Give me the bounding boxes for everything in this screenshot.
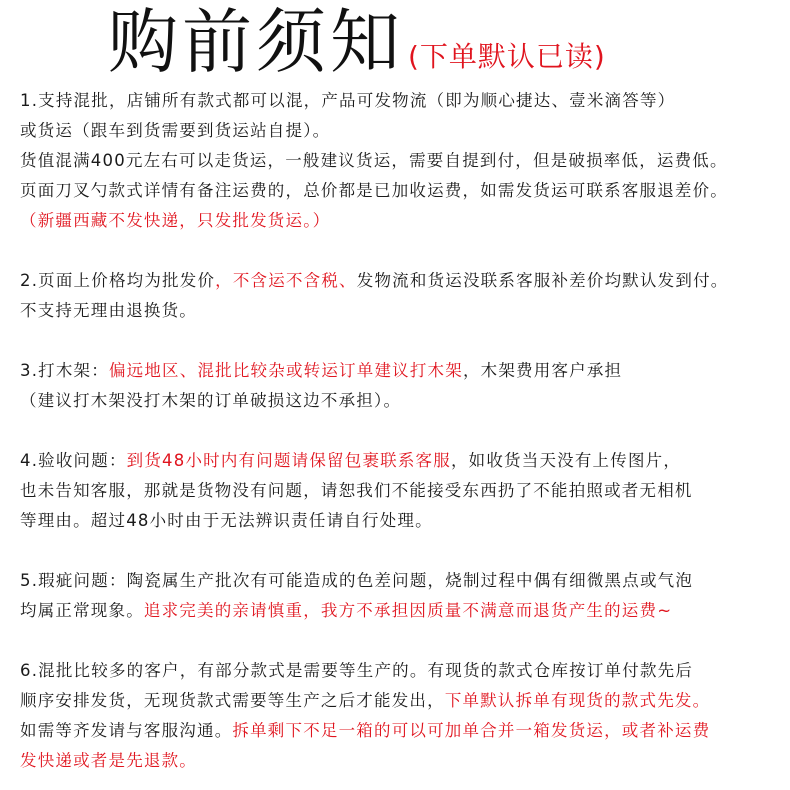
- body-text: 2.页面上价格均为批发价: [20, 271, 216, 290]
- body-text: 6.混批比较多的客户，有部分款式是需要等生产的。有现货的款式仓库按订单付款先后: [20, 661, 694, 680]
- section-spacer: [20, 236, 785, 266]
- highlighted-text: 拆单剩下不足一箱的可以可加单合并一箱发货运，或者补运费: [232, 721, 711, 740]
- highlighted-text: （新疆西藏不发快递，只发批发货运。）: [20, 211, 331, 230]
- highlighted-text: 发快递或者是先退款。: [20, 751, 197, 770]
- notice-line: [20, 266, 785, 296]
- body-text: 均属正常现象。: [20, 601, 144, 620]
- body-text: 发物流和货运没联系客服补差价均默认发到付。: [356, 271, 729, 290]
- notice-line: [20, 86, 785, 116]
- body-text: 不支持无理由退换货。: [20, 301, 197, 320]
- notice-line: [20, 686, 785, 716]
- section-spacer: [20, 536, 785, 566]
- notice-section-4: [20, 446, 785, 536]
- notice-line: [20, 506, 785, 536]
- notice-line: [20, 206, 785, 236]
- notice-line: [20, 596, 785, 626]
- body-text: （建议打木架没打木架的订单破损这边不承担）。: [20, 391, 402, 410]
- body-text: 页面刀叉勺款式详情有备注运费的，总价都是已加收运费，如需发货运可联系客服退差价。: [20, 181, 728, 200]
- notice-section-3: [20, 356, 785, 416]
- body-text: 也未告知客服，那就是货物没有问题，请恕我们不能接受东西扔了不能拍照或者无相机: [20, 481, 693, 500]
- notice-line: [20, 446, 785, 476]
- body-text: 货值混满400元左右可以走货运，一般建议货运，需要自提到付，但是破损率低，运费低。: [20, 151, 728, 170]
- notice-section-5: [20, 566, 785, 626]
- body-text: 3.打木架：: [20, 361, 109, 380]
- notice-line: [20, 716, 785, 746]
- notice-section-1: [20, 86, 785, 236]
- notice-line: [20, 656, 785, 686]
- notice-line: [20, 356, 785, 386]
- body-text: 5.瑕疵问题：陶瓷属生产批次有可能造成的色差问题，烧制过程中偶有细微黑点或气泡: [20, 571, 694, 590]
- body-text: 1.支持混批，店铺所有款式都可以混，产品可发物流（即为顺心捷达、壹米滴答等）: [20, 91, 676, 110]
- notice-section-6: [20, 656, 785, 776]
- body-text: 顺序安排发货，无现货款式需要等生产之后才能发出，: [20, 691, 445, 710]
- page-title: 购前须知: [108, 1, 404, 83]
- notice-section-2: [20, 266, 785, 326]
- notice-line: [20, 386, 785, 416]
- notice-line: [20, 566, 785, 596]
- body-text: ，木架费用客户承担: [462, 361, 623, 380]
- notice-line: [20, 116, 785, 146]
- highlighted-text: 到货48小时内有问题请保留包裹联系客服: [126, 451, 451, 470]
- page-subtitle: (下单默认已读): [408, 40, 606, 73]
- highlighted-text: 下单默认拆单有现货的款式先发。: [444, 691, 711, 710]
- notice-line: [20, 476, 785, 506]
- highlighted-text: 偏远地区、混批比较杂或转运订单建议打木架: [108, 361, 463, 380]
- section-spacer: [20, 326, 785, 356]
- body-text: 等理由。超过48小时由于无法辨识责任请自行处理。: [20, 511, 433, 530]
- highlighted-text: ，不含运不含税、: [215, 271, 357, 290]
- notice-line: [20, 746, 785, 776]
- body-text: 4.验收问题：: [20, 451, 127, 470]
- notice-content: [20, 86, 785, 776]
- notice-line: [20, 146, 785, 176]
- body-text: 或货运（跟车到货需要到货运站自提）。: [20, 121, 331, 140]
- body-text: ，如收货当天没有上传图片，: [450, 451, 682, 470]
- notice-line: [20, 176, 785, 206]
- notice-line: [20, 296, 785, 326]
- section-spacer: [20, 626, 785, 656]
- body-text: 如需等齐发请与客服沟通。: [20, 721, 233, 740]
- section-spacer: [20, 416, 785, 446]
- page-header: [108, 1, 606, 83]
- highlighted-text: 追求完美的亲请慎重，我方不承担因质量不满意而退货产生的运费~: [143, 601, 673, 620]
